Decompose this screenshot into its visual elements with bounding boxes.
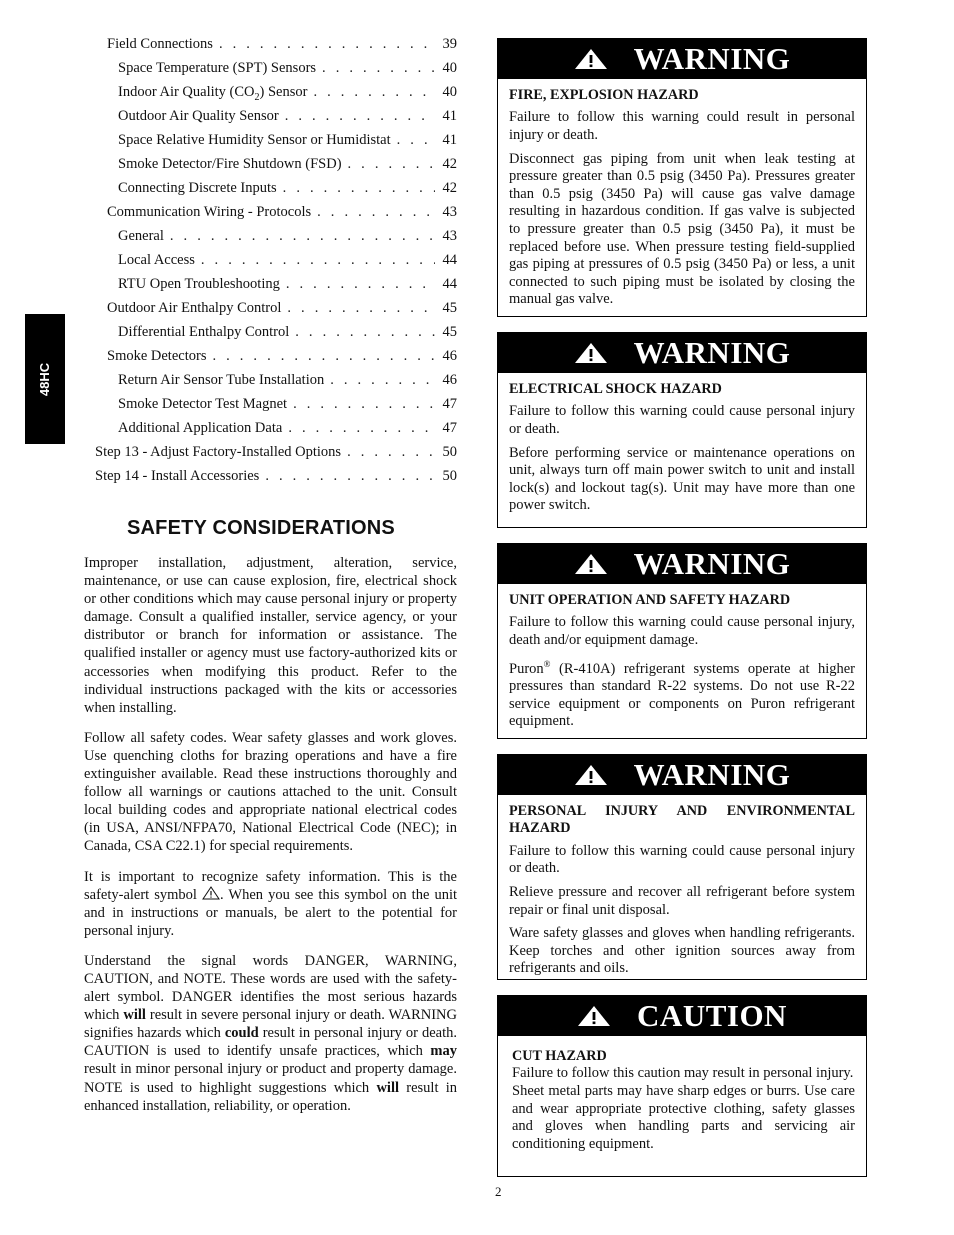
toc-leader-dots (219, 36, 435, 53)
toc-entry-title: Additional Application Data (118, 420, 283, 436)
signal-word: WARNING (633, 546, 791, 581)
toc-entry-page: 46 (442, 372, 457, 388)
toc-entry-page: 45 (442, 324, 457, 340)
toc-entry-title: Space Relative Humidity Sensor or Humidistat (118, 132, 391, 148)
toc-entry-title: General (118, 228, 164, 244)
toc-entry-page: 40 (442, 60, 457, 76)
toc-leader-dots (317, 204, 435, 221)
toc-entry-title: Smoke Detectors (107, 348, 207, 364)
toc-entry-page: 39 (442, 36, 457, 52)
toc-leader-dots (201, 252, 435, 269)
toc-leader-dots (322, 60, 435, 77)
warning-triangle-icon (574, 553, 608, 575)
toc-entry[interactable] (107, 300, 457, 320)
toc-leader-dots (212, 348, 435, 365)
toc-entry[interactable] (118, 396, 457, 416)
toc-entry-title: Outdoor Air Quality Sensor (118, 108, 279, 124)
toc-entry-page: 45 (442, 300, 457, 316)
toc-entry[interactable] (95, 468, 457, 488)
toc-entry[interactable] (118, 108, 457, 128)
box-header (498, 333, 866, 373)
toc-entry-page: 43 (442, 204, 457, 220)
toc-entry-page: 42 (442, 180, 457, 196)
hazard-paragraph: Before performing service or maintenance operations on unit, always turn off main power switch to unit and install lock(s) and lockout tag(s). Unit may have more than one power switch. (509, 444, 855, 514)
hazard-paragraph: Ware safety glasses and gloves when handling refrigerants. Keep torches and other ignition sources away from refrigerants and oils. (509, 925, 855, 977)
safety-paragraph: Follow all safety codes. Wear safety glasses and work gloves. Use quenching cloths for brazing operations and have a fire extinguisher available. Read these instructions thoroughly and follow all warnings or cautions attached to the unit. Consult local building codes and appropriate national electrical codes (in USA, ANSI/NFPA70, National Electrical Code (NEC); in Canada, CSA C22.1) for special requirements. (84, 729, 457, 855)
hazard-paragraph: Sheet metal parts may have sharp edges or burrs. Use care and wear appropriate protective clothing, safety glasses and gloves when handling parts and servicing air conditioning equipment. (512, 1083, 855, 1152)
box-header (498, 755, 866, 795)
toc-entry-page: 44 (442, 276, 457, 292)
toc-entry[interactable] (118, 132, 457, 152)
hazard-paragraph: Disconnect gas piping from unit when leak testing at pressure greater than 0.5 psig (3450 Pa). Pressures greater than 0.5 psig (3450 Pa) will cause gas valve damage resulting in hazardous condition. If gas valve is subjected to pressure greater than 0.5 psig (3450 Pa), it must be replaced before use. When pressure testing field-supplied gas piping at pressures of 0.5 psig (3450 Pa) or less, a unit connected to such piping must be isolated by closing the manual gas valve. (509, 150, 855, 308)
toc-entry-title: Space Temperature (SPT) Sensors (118, 60, 317, 76)
hazard-paragraph: Puron® (R-410A) refrigerant systems operate at higher pressures than standard R-22 systems. Do not use R-22 service equipment or components on Puron refrigerant equipment. (509, 658, 856, 730)
toc-entry-title: Outdoor Air Enthalpy Control (107, 300, 282, 316)
toc-entry-page: 46 (442, 348, 457, 364)
toc-entry[interactable] (118, 420, 457, 440)
toc-leader-dots (348, 156, 435, 173)
toc-entry[interactable] (95, 444, 457, 464)
toc-leader-dots (330, 372, 435, 389)
hazard-paragraph: Failure to follow this warning could cause personal injury, death and/or equipment damage. (509, 614, 855, 648)
toc-entry-page: 40 (442, 84, 457, 100)
toc-entry-title: Connecting Discrete Inputs (118, 180, 277, 196)
hazard-title: FIRE, EXPLOSION HAZARD (509, 87, 699, 103)
toc-leader-dots (347, 444, 435, 461)
toc-leader-dots (283, 180, 435, 197)
signal-word: WARNING (633, 335, 791, 370)
toc-entry-title: RTU Open Troubleshooting (118, 276, 280, 292)
toc-leader-dots (295, 324, 435, 341)
signal-word: WARNING (633, 757, 791, 792)
toc-entry-page: 44 (442, 252, 457, 268)
safety-paragraph: Improper installation, adjustment, alteration, service, maintenance, or use can cause explosion, fire, electrical shock or other conditions which may cause personal injury or property damage. Consult a qualified installer, service agency, or your distributor or branch for information or assistance. The qualified installer or agency must use factory-authorized kits or accessories when modifying this product. Refer to the individual instructions packaged with the kits or accessories when installing. (84, 555, 457, 716)
toc-leader-dots (288, 420, 435, 437)
box-header (498, 544, 866, 584)
toc-leader-dots (293, 396, 435, 413)
side-tab (25, 314, 65, 444)
toc-leader-dots (397, 132, 435, 149)
hazard-paragraph: Relieve pressure and recover all refrigerant before system repair or final unit disposal. (509, 884, 855, 918)
box-body (498, 373, 866, 527)
hazard-title: ELECTRICAL SHOCK HAZARD (509, 381, 722, 397)
toc-entry-page: 41 (442, 108, 457, 124)
toc-entry[interactable] (118, 372, 457, 392)
hazard-title: PERSONAL INJURY AND ENVIRONMENTAL HAZARD (509, 803, 855, 837)
warning-triangle-icon (574, 342, 608, 364)
toc-entry-title: Indoor Air Quality $(CO_2)$ Sensor (118, 84, 308, 103)
box-body (498, 79, 866, 321)
warning-box (497, 543, 867, 739)
box-body (498, 584, 866, 743)
toc-entry[interactable] (118, 252, 457, 272)
safety-text (84, 554, 457, 1127)
toc-entry-title: Return Air Sensor Tube Installation (118, 372, 325, 388)
toc-entry[interactable] (118, 156, 457, 176)
warning-triangle-icon (574, 48, 608, 70)
toc-leader-dots (313, 84, 435, 101)
signal-word: WARNING (633, 41, 791, 76)
toc-leader-dots (285, 108, 435, 125)
toc-entry-page: 50 (442, 468, 457, 484)
toc-entry-page: 50 (442, 444, 457, 460)
toc-leader-dots (286, 276, 435, 293)
toc-leader-dots (170, 228, 435, 245)
toc-entry-title: Smoke Detector Test Magnet (118, 396, 288, 412)
box-header (498, 996, 866, 1036)
toc-entry[interactable] (118, 228, 457, 248)
toc-entry-title: Differential Enthalpy Control (118, 324, 290, 340)
box-body (498, 795, 866, 990)
hazard-paragraph: Failure to follow this warning could cause personal injury or death. (509, 842, 855, 877)
toc-entry-page: 43 (442, 228, 457, 244)
warning-triangle-icon (577, 1005, 611, 1027)
signal-word: CAUTION (637, 998, 787, 1033)
hazard-title: UNIT OPERATION AND SAFETY HAZARD (509, 592, 791, 608)
section-title: SAFETY CONSIDERATIONS (127, 517, 395, 539)
safety-alert-icon (202, 886, 220, 900)
side-tab-label: 48HC (37, 362, 53, 396)
toc-entry[interactable] (107, 348, 457, 368)
toc-entry[interactable] (107, 36, 457, 56)
toc-entry-page: 47 (442, 396, 457, 412)
toc-entry[interactable] (118, 60, 457, 80)
toc-entry-title: Step 14 - Install Accessories (95, 468, 260, 484)
hazard-title: CUT HAZARD (512, 1048, 607, 1064)
toc-entry[interactable] (118, 84, 457, 104)
hazard-paragraph: Failure to follow this warning could result in personal injury or death. (509, 109, 855, 143)
toc-entry[interactable] (118, 276, 457, 296)
warning-triangle-icon (574, 764, 608, 786)
box-body (498, 1036, 866, 1159)
toc-entry-title: Smoke Detector/Fire Shutdown (FSD) (118, 156, 342, 172)
toc-entry-page: 42 (442, 156, 457, 172)
warning-box (497, 754, 867, 980)
toc-entry-title: Local Access (118, 252, 195, 268)
hazard-paragraph: Failure to follow this caution may result in personal injury. (512, 1065, 854, 1082)
toc-entry-title: Communication Wiring - Protocols (107, 204, 312, 220)
toc-entry-title: Field Connections (107, 36, 213, 52)
toc-entry[interactable] (118, 180, 457, 200)
safety-paragraph: It is important to recognize safety information. This is the safety-alert symbol . When you see this symbol on the unit and in instructions or manuals, be alert to the potential for personal injury. (84, 868, 457, 939)
page-number: 2 (495, 1184, 502, 1199)
toc-entry-title: Step 13 - Adjust Factory-Installed Options (95, 444, 342, 460)
toc-entry-page: 47 (442, 420, 457, 436)
toc-entry[interactable] (118, 324, 457, 344)
safety-paragraph: Understand the signal words DANGER, WARNING, CAUTION, and NOTE. These words are used with the safety-alert symbol. DANGER identifies the most serious hazards which will result in severe personal injury or death. WARNING signifies hazards which could result in personal injury or death. CAUTION is used to identify unsafe practices, which may result in minor personal injury or product and property damage. NOTE is used to highlight suggestions which will result in enhanced installation, reliability, or operation. (84, 952, 458, 1114)
hazard-paragraph: Failure to follow this warning could cause personal injury or death. (509, 403, 855, 437)
box-header (498, 39, 866, 79)
caution-box (497, 995, 867, 1177)
toc-entry[interactable] (107, 204, 457, 224)
warning-box (497, 332, 867, 528)
toc-leader-dots (287, 300, 435, 317)
toc-leader-dots (265, 468, 435, 485)
warning-box (497, 38, 867, 317)
toc-entry-page: 41 (442, 132, 457, 148)
